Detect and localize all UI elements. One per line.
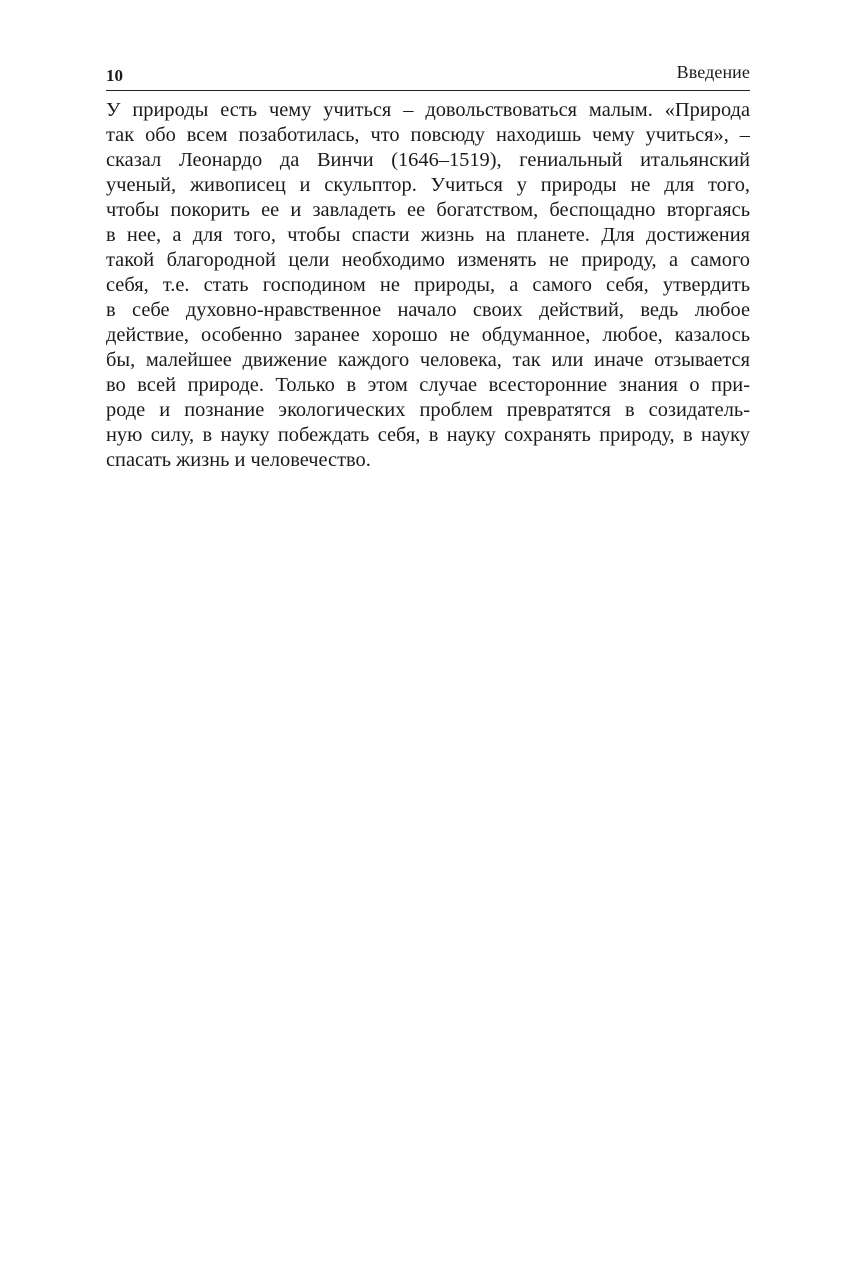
text-line: ную силу, в науку побеждать себя, в науку сохранять природу, в науку — [106, 424, 750, 446]
text-line: сказал Леонардо да Винчи (1646–1519), гениальный итальянский — [106, 149, 750, 171]
text-line: У природы есть чему учиться – довольствоваться малым. «Природа — [106, 99, 750, 121]
text-line: действие, особенно заранее хорошо не обдуманное, любое, казалось — [106, 324, 750, 346]
text-line: в нее, а для того, чтобы спасти жизнь на планете. Для достижения — [106, 224, 750, 246]
page-header — [106, 58, 750, 91]
text-line: роде и познание экологических проблем превратятся в созидатель- — [106, 399, 750, 421]
text-line: себя, т.е. стать господином не природы, а самого себя, утвердить — [106, 274, 750, 296]
page-number: 10 — [106, 66, 123, 85]
text-line: спасать жизнь и человечество. — [106, 449, 371, 471]
text-line: в себе духовно-нравственное начало своих действий, ведь любое — [106, 299, 750, 321]
body-paragraph — [106, 98, 750, 473]
text-line: ученый, живописец и скульптор. Учиться у природы не для того, — [106, 174, 750, 196]
text-line: во всей природе. Только в этом случае всесторонние знания о при- — [106, 374, 750, 396]
text-line: бы, малейшее движение каждого человека, так или иначе отзывается — [106, 349, 750, 371]
text-line: чтобы покорить ее и завладеть ее богатством, беспощадно вторгаясь — [106, 199, 750, 221]
text-line: такой благородной цели необходимо изменять не природу, а самого — [106, 249, 750, 271]
running-head: Введение — [676, 62, 750, 82]
text-line: так обо всем позаботилась, что повсюду находишь чему учиться», – — [106, 124, 750, 146]
